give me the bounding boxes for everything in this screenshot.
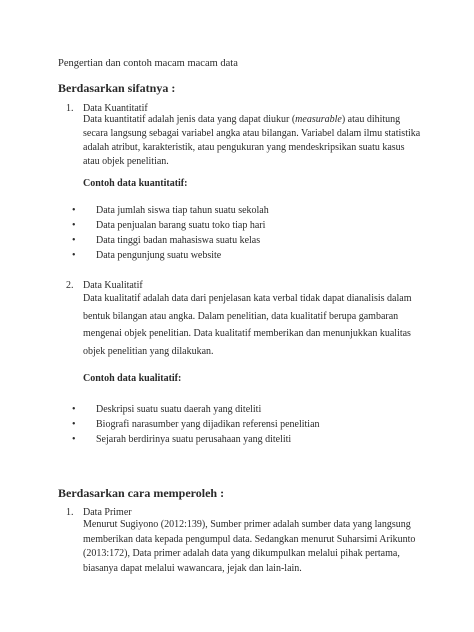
document-title: Pengertian dan contoh macam macam data xyxy=(58,58,238,69)
list-item-title: Data Kuantitatif xyxy=(83,103,148,114)
list-item: • Data penjualan barang suatu toko tiap hari xyxy=(72,220,266,231)
italic-term: measurable xyxy=(295,114,342,125)
bullet-icon: • xyxy=(72,419,76,430)
list-item-title: Data Primer xyxy=(83,507,132,518)
list-item-title: Data Kualitatif xyxy=(83,280,143,291)
list-item: • Sejarah berdirinya suatu perusahaan yang diteliti xyxy=(72,434,292,445)
bullet-icon: • xyxy=(72,205,76,216)
bullet-icon: • xyxy=(72,404,76,415)
list-item: • Deskripsi suatu suatu daerah yang diteliti xyxy=(72,404,262,415)
list-item: • Biografi narasumber yang dijadikan referensi penelitian xyxy=(72,419,320,430)
list-item-primer xyxy=(66,507,132,518)
list-number: 1. xyxy=(66,103,74,114)
bullet-icon: • xyxy=(72,434,76,445)
list-number: 1. xyxy=(66,507,74,518)
section-heading-cara-memperoleh: Berdasarkan cara memperoleh : xyxy=(58,486,225,500)
bullet-list-kuantitatif xyxy=(72,203,269,263)
primer-description: Menurut Sugiyono (2012:139), Sumber primer adalah sumber data yang langsung memberikan data kepada pengumpul data. Sedangkan menurut Suharsimi Arikunto (2013:172), Data primer adalah data yang dikumpulkan melalui pihak pertama, biasanya dapat melalui wawancara, jejak dan lain-lain. xyxy=(83,519,416,574)
examples-heading-kualitatif: Contoh data kualitatif: xyxy=(83,373,182,384)
list-item: • Data pengunjung suatu website xyxy=(72,250,222,261)
kualitatif-description: Data kualitatif adalah data dari penjelasan kata verbal tidak dapat dianalisis dalam bentuk bilangan atau angka. Dalam penelitian, data kualitatif berupa gambaran mengenai objek penelitian. Data kualitatif memberikan dan menunjukkan kualitas objek penelitian yang dilakukan. xyxy=(83,293,412,357)
bullet-icon: • xyxy=(72,250,76,261)
bullet-icon: • xyxy=(72,220,76,231)
list-number: 2. xyxy=(66,280,74,291)
list-item: • Data jumlah siswa tiap tahun suatu sekolah xyxy=(72,205,269,216)
bullet-icon: • xyxy=(72,235,76,246)
section-heading-sifat: Berdasarkan sifatnya : xyxy=(58,81,176,95)
examples-heading-kuantitatif: Contoh data kuantitatif: xyxy=(83,178,188,189)
list-item: • Data tinggi badan mahasiswa suatu kelas xyxy=(72,235,261,246)
kuantitatif-description: Data kuantitatif adalah jenis data yang dapat diukur (measurable) atau dihitung secara langsung sebagai variabel angka atau bilangan. Variabel dalam ilmu statistika adalah atribut, karakteristik, atau pengukuran yang mendeskripsikan suatu kasus atau objek penelitian. xyxy=(83,114,421,167)
bullet-list-kualitatif xyxy=(72,402,320,447)
